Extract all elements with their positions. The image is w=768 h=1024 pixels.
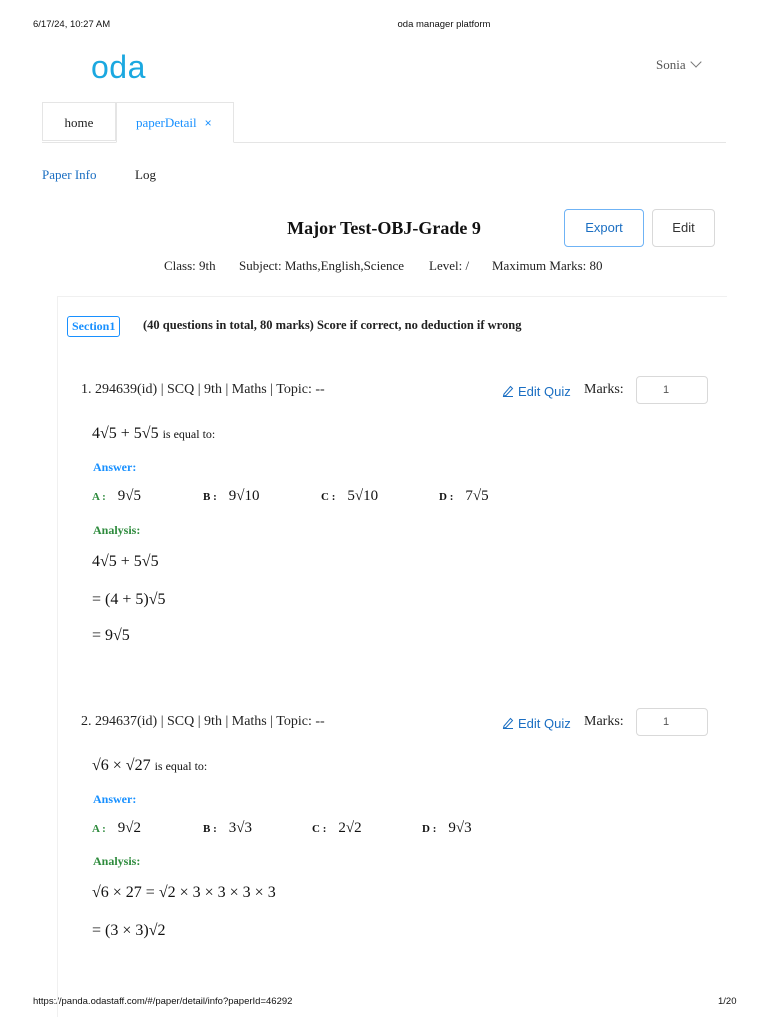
paper-subject: Subject: Maths,English,Science: [239, 258, 405, 273]
stem-suffix: is equal to:: [162, 427, 216, 441]
stem-math: √6 × √27: [92, 757, 151, 774]
edit-button[interactable]: Edit: [652, 209, 715, 247]
option-c: [321, 487, 378, 505]
analysis-label: Analysis:: [93, 523, 141, 537]
option-d: [422, 819, 472, 837]
option-letter: A :: [92, 491, 106, 503]
option-value: 9√2: [117, 820, 141, 836]
option-value: 7√5: [465, 488, 489, 504]
answer-label: Answer:: [93, 460, 137, 474]
option-a: [92, 487, 141, 505]
option-value: 9√10: [228, 488, 260, 504]
question-stem: [92, 425, 215, 443]
analysis-line: = (4 + 5)√5: [92, 591, 166, 608]
analysis-line: √6 × 27 = √2 × 3 × 3 × 3 × 3: [92, 884, 276, 901]
option-letter: B :: [203, 823, 217, 835]
page-title: Major Test-OBJ-Grade 9: [287, 218, 481, 238]
edit-quiz-link[interactable]: [502, 383, 571, 401]
option-letter: A :: [92, 823, 106, 835]
edit-quiz-label: Edit Quiz: [518, 384, 571, 399]
paper-level: Level: /: [429, 258, 470, 273]
option-value: 9√5: [117, 488, 141, 504]
close-icon[interactable]: ×: [204, 116, 212, 130]
chevron-down-icon: [690, 56, 701, 67]
analysis-line: 4√5 + 5√5: [92, 553, 159, 570]
section-tag: Section1: [67, 316, 120, 337]
analysis-line: = (3 × 3)√2: [92, 922, 166, 939]
paper-max-marks: Maximum Marks: 80: [492, 258, 603, 273]
marks-label: Marks:: [584, 714, 624, 729]
option-letter: D :: [422, 823, 437, 835]
stem-math: 4√5 + 5√5: [92, 425, 159, 442]
pencil-icon: [502, 384, 514, 397]
questions-panel: [57, 296, 727, 1017]
question-header: 1. 294639(id) | SCQ | 9th | Maths | Topic: --: [81, 382, 325, 397]
print-datetime: 6/17/24, 10:27 AM: [33, 19, 111, 30]
user-menu[interactable]: [656, 57, 700, 73]
user-name: Sonia: [656, 57, 686, 72]
export-button[interactable]: Export: [564, 209, 644, 247]
option-b: [203, 819, 252, 837]
option-a: [92, 819, 141, 837]
option-value: 3√3: [228, 820, 252, 836]
oda-logo[interactable]: oda: [91, 49, 146, 85]
option-b: [203, 487, 259, 505]
option-value: 9√3: [448, 820, 472, 836]
edit-quiz-link[interactable]: [502, 715, 571, 733]
option-c: [312, 819, 362, 837]
marks-input[interactable]: 1: [636, 708, 708, 736]
analysis-label: Analysis:: [93, 854, 141, 868]
section-description: (40 questions in total, 80 marks) Score if correct, no deduction if wrong: [143, 318, 522, 332]
tab-log[interactable]: Log: [135, 167, 156, 182]
option-value: 5√10: [347, 488, 379, 504]
print-page-count: 1/20: [718, 996, 737, 1007]
stem-suffix: is equal to:: [154, 759, 208, 773]
marks-label: Marks:: [584, 382, 624, 397]
option-letter: C :: [321, 491, 336, 503]
option-d: [439, 487, 489, 505]
question-stem: [92, 757, 207, 775]
tab-bar: [42, 102, 726, 143]
tab-home[interactable]: home: [42, 102, 116, 141]
option-value: 2√2: [338, 820, 362, 836]
marks-input[interactable]: 1: [636, 376, 708, 404]
option-letter: B :: [203, 491, 217, 503]
edit-quiz-label: Edit Quiz: [518, 716, 571, 731]
analysis-line: = 9√5: [92, 627, 130, 644]
tab-paper-detail[interactable]: [116, 102, 234, 143]
pencil-icon: [502, 716, 514, 729]
answer-label: Answer:: [93, 792, 137, 806]
tab-paper-detail-label: paperDetail: [136, 115, 197, 130]
question-header: 2. 294637(id) | SCQ | 9th | Maths | Topic: --: [81, 714, 325, 729]
option-letter: D :: [439, 491, 454, 503]
paper-class: Class: 9th: [164, 258, 216, 273]
print-url: https://panda.odastaff.com/#/paper/detail/info?paperId=46292: [33, 996, 293, 1007]
option-letter: C :: [312, 823, 327, 835]
tab-paper-info[interactable]: Paper Info: [42, 167, 97, 182]
print-page-title: oda manager platform: [397, 19, 491, 30]
